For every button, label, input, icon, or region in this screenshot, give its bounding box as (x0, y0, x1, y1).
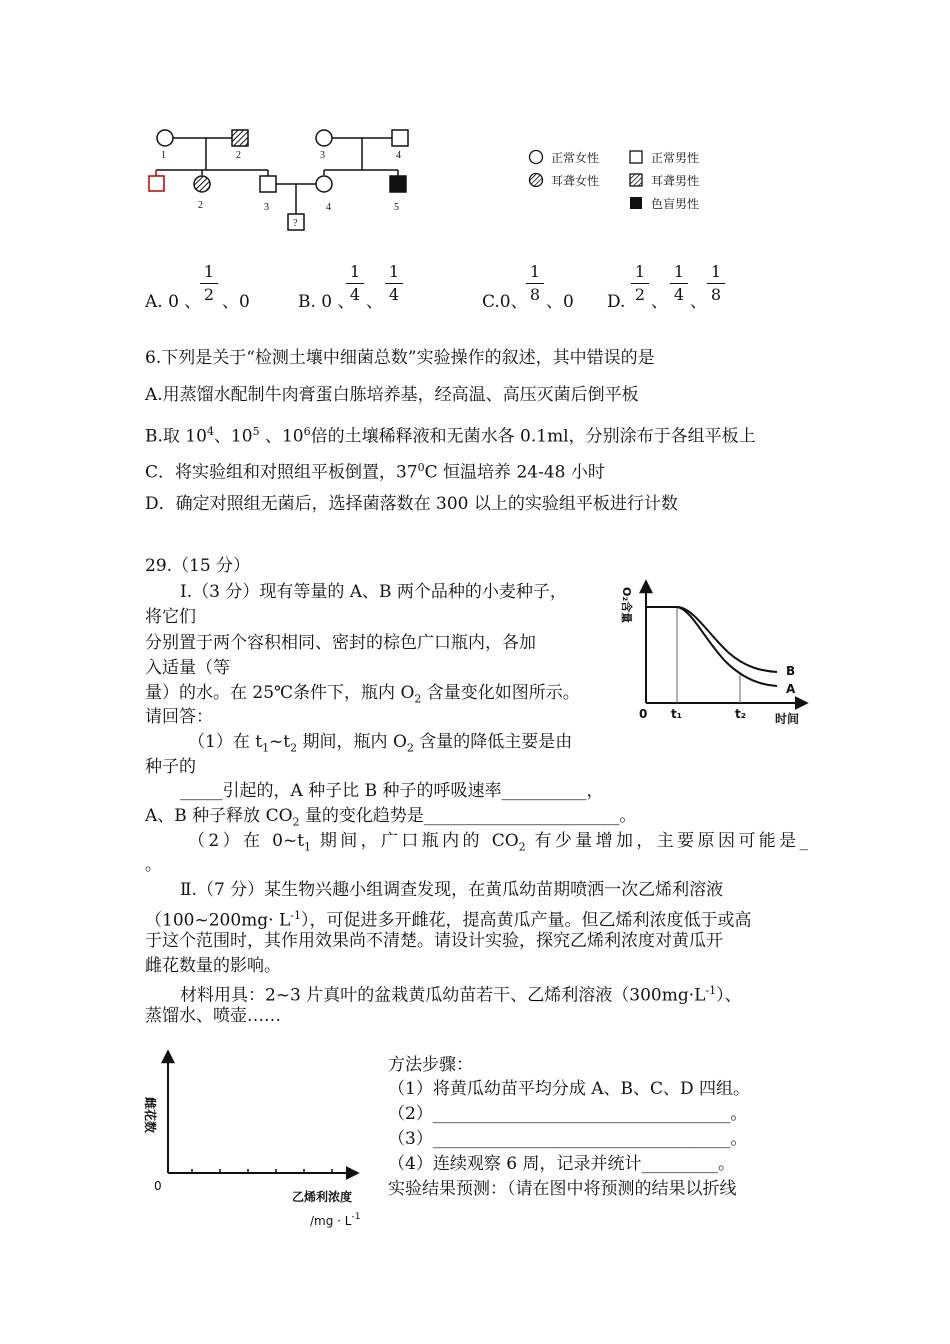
option-d-fraction-2: 1 4 (670, 262, 688, 305)
q29-part1-line4: 入适量（等 (145, 658, 230, 678)
step-2: （2）___________________________________。 (388, 1104, 748, 1124)
q6-option-c: C．将实验组和对照组平板倒置，$37^0C$ 恒温培养 24-48 小时 (145, 461, 605, 483)
unknown-label: ? (293, 218, 298, 229)
curve-b (646, 607, 777, 672)
gen2-label-2: 2 (198, 200, 203, 211)
q29-materials-line2: 蒸馏水、喷壶…… (145, 1006, 281, 1026)
option-c-after: 、0 (546, 292, 574, 312)
gen2-label-4: 4 (326, 202, 331, 213)
steps-title: 方法步骤： (388, 1055, 473, 1075)
legend-normal-male: 正常男性 (651, 151, 700, 165)
option-b-fraction-1: 1 4 (346, 262, 364, 305)
flower-ylabel: 雌花数 (143, 1097, 157, 1134)
q29-q1-line2: 种子的 (145, 757, 196, 777)
option-b-fraction-2: 1 4 (385, 262, 403, 305)
option-d-mid-1: 、 (651, 292, 668, 312)
legend-deaf-female: 耳聋女性 (551, 174, 600, 188)
curve-a (677, 607, 777, 686)
q29-part2-line3: 于这个范围时，其作用效果尚不清楚。请设计实验，探究乙烯利浓度对黄瓜开 (145, 931, 723, 951)
gen2-label-3: 3 (264, 202, 269, 213)
pedigree-legend (527, 148, 727, 218)
q29-materials-line1: 材料用具：2~3 片真叶的盆栽黄瓜幼苗若干、乙烯利溶液$(300mg\cdot L^{-1})$、 (180, 984, 742, 1006)
flower-unit: $/mg \cdot L^{-1}$ (310, 1212, 361, 1228)
flower-xlabel: 乙烯利浓度 (292, 1190, 353, 1204)
option-c-fraction: 1 8 (526, 262, 544, 305)
prediction-line: 实验结果预测：（请在图中将预测的结果以折线 (388, 1179, 737, 1199)
gen2-label-5: 5 (394, 202, 399, 213)
gen1-label-4: 4 (396, 150, 401, 161)
flower-origin: 0 (154, 1179, 162, 1193)
step-3: （3）___________________________________。 (388, 1129, 748, 1149)
option-a-label: A. 0 、 (145, 292, 202, 312)
step-1: （1）将黄瓜幼苗平均分成 A、B、C、D 四组。 (388, 1079, 751, 1099)
q29-q2-line2: 。 (145, 855, 162, 875)
q29-part1-line2: 将它们 (145, 607, 196, 627)
option-a-fraction: 1 2 (200, 262, 218, 305)
option-d-label: D. (607, 292, 626, 312)
gen1-label-1: 1 (161, 150, 166, 161)
q6-stem: 6.下列是关于“检测土壤中细菌总数”实验操作的叙述，其中错误的是 (145, 348, 655, 368)
legend-normal-female: 正常女性 (551, 151, 600, 165)
gen1-label-3: 3 (320, 150, 325, 161)
o2-xlabel: 时间 (775, 712, 800, 726)
step-4: （4）连续观察 6 周，记录并统计_________。 (388, 1154, 735, 1174)
q29-header: 29.（15 分） (145, 556, 251, 576)
option-b-mid: 、 (366, 292, 383, 312)
q29-q1-line1: （1）在 $t_1\sim t_2$ 期间，瓶内 $O_2$ 含量的降低主要是由 (188, 732, 573, 755)
q29-part2-line4: 雌花数量的影响。 (145, 956, 281, 976)
q29-part2-line1: Ⅱ.（7 分）某生物兴趣小组调查发现，在黄瓜幼苗期喷洒一次乙烯利溶液 (180, 880, 724, 900)
option-d-fraction-1: 1 2 (631, 262, 649, 305)
q29-part1-line3: 分别置于两个容积相同、密封的棕色广口瓶内，各加 (145, 633, 536, 653)
option-a-after: 、0 (222, 292, 250, 312)
curve-a-label: A (786, 682, 796, 696)
option-b-label: B. 0 、 (298, 292, 355, 312)
q6-option-a: A.用蒸馏水配制牛肉膏蛋白胨培养基，经高温、高压灭菌后倒平板 (145, 385, 639, 405)
q6-option-b: B.取 $10^4$、$10^5$ 、$10^6$倍的土壤稀释液和无菌水各 0.1ml，分别涂布于各组平板上 (145, 425, 756, 447)
q29-part1-line5: 量）的水。在 25℃条件下，瓶内 $O_2$ 含量变化如图所示。 (145, 683, 580, 706)
pedigree-chart (140, 120, 430, 240)
o2-content-chart (620, 575, 815, 730)
q29-q2-line1: （2）在 $0\sim t_1$ 期间，广口瓶内的 $CO_2$ 有少量增加，主要原因可能是_ (188, 831, 808, 854)
option-d-fraction-3: 1 8 (707, 262, 725, 305)
curve-b-label: B (786, 664, 796, 678)
o2-t2: t₂ (735, 707, 746, 721)
q29-part1-line6: 请回答： (145, 707, 213, 727)
option-d-mid-2: 、 (690, 292, 707, 312)
q29-q1-line4: A、B 种子释放 $CO_2$ 量的变化趋势是_______________________。 (145, 806, 637, 829)
option-c-label: C.0、 (482, 292, 528, 312)
legend-deaf-male: 耳聋男性 (651, 174, 700, 188)
o2-t1: t₁ (671, 707, 682, 721)
gen1-label-2: 2 (236, 150, 241, 161)
o2-origin: 0 (639, 707, 648, 721)
o2-ylabel: O₂含量 (620, 587, 633, 624)
female-flower-chart (140, 1045, 380, 1235)
q29-q1-line3: _____引起的，A 种子比 B 种子的呼吸速率__________， (180, 781, 604, 801)
q6-option-d: D．确定对照组无菌后，选择菌落数在 300 以上的实验组平板进行计数 (145, 494, 678, 514)
q29-part2-line2: （100~200mg· $L^{-1}$），可促进多开雌花，提高黄瓜产量。但乙烯利浓度低于或高 (145, 909, 752, 931)
q29-part1-line1: I.（3 分）现有等量的 A、B 两个品种的小麦种子， (180, 582, 567, 602)
legend-colorblind-male: 色盲男性 (651, 197, 700, 211)
